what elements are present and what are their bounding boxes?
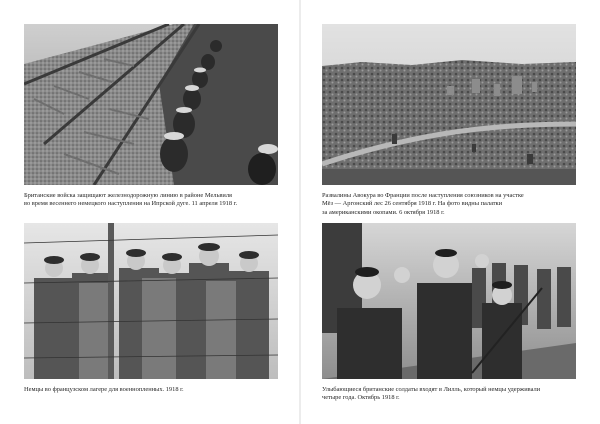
caption-line: за американскими окопами. 6 октября 1918 г. <box>322 208 445 216</box>
caption-lille <box>322 386 580 403</box>
caption-pow-camp <box>24 386 282 394</box>
photo-pow-camp <box>24 223 278 379</box>
caption-line: во время весеннего немецкого наступления на Ипрской дуге. 11 апреля 1918 г. <box>24 200 238 208</box>
photo-avocourt-ruins <box>322 24 576 185</box>
caption-railway <box>24 192 282 209</box>
caption-avocourt <box>322 192 580 217</box>
caption-line: Немцы во французском лагере для военнопленных. 1918 г. <box>24 386 184 393</box>
caption-line: четыре года. Октябрь 1918 г. <box>322 394 400 402</box>
page-gutter <box>299 0 301 424</box>
caption-line: Развалины Авокура во Франции после наступления союзников на участке <box>322 192 524 199</box>
photo-railway-soldiers <box>24 24 278 185</box>
caption-line: Улыбающиеся британские солдаты входят в Лилль, который немцы удерживали <box>322 386 541 393</box>
caption-line: Мёз — Аргонский лес 26 сентября 1918 г. На фото видны палатки <box>322 200 503 208</box>
caption-line: Британские войска защищают железнодорожную линию в районе Мельвиля <box>24 192 232 199</box>
photo-lille-soldiers <box>322 223 576 379</box>
